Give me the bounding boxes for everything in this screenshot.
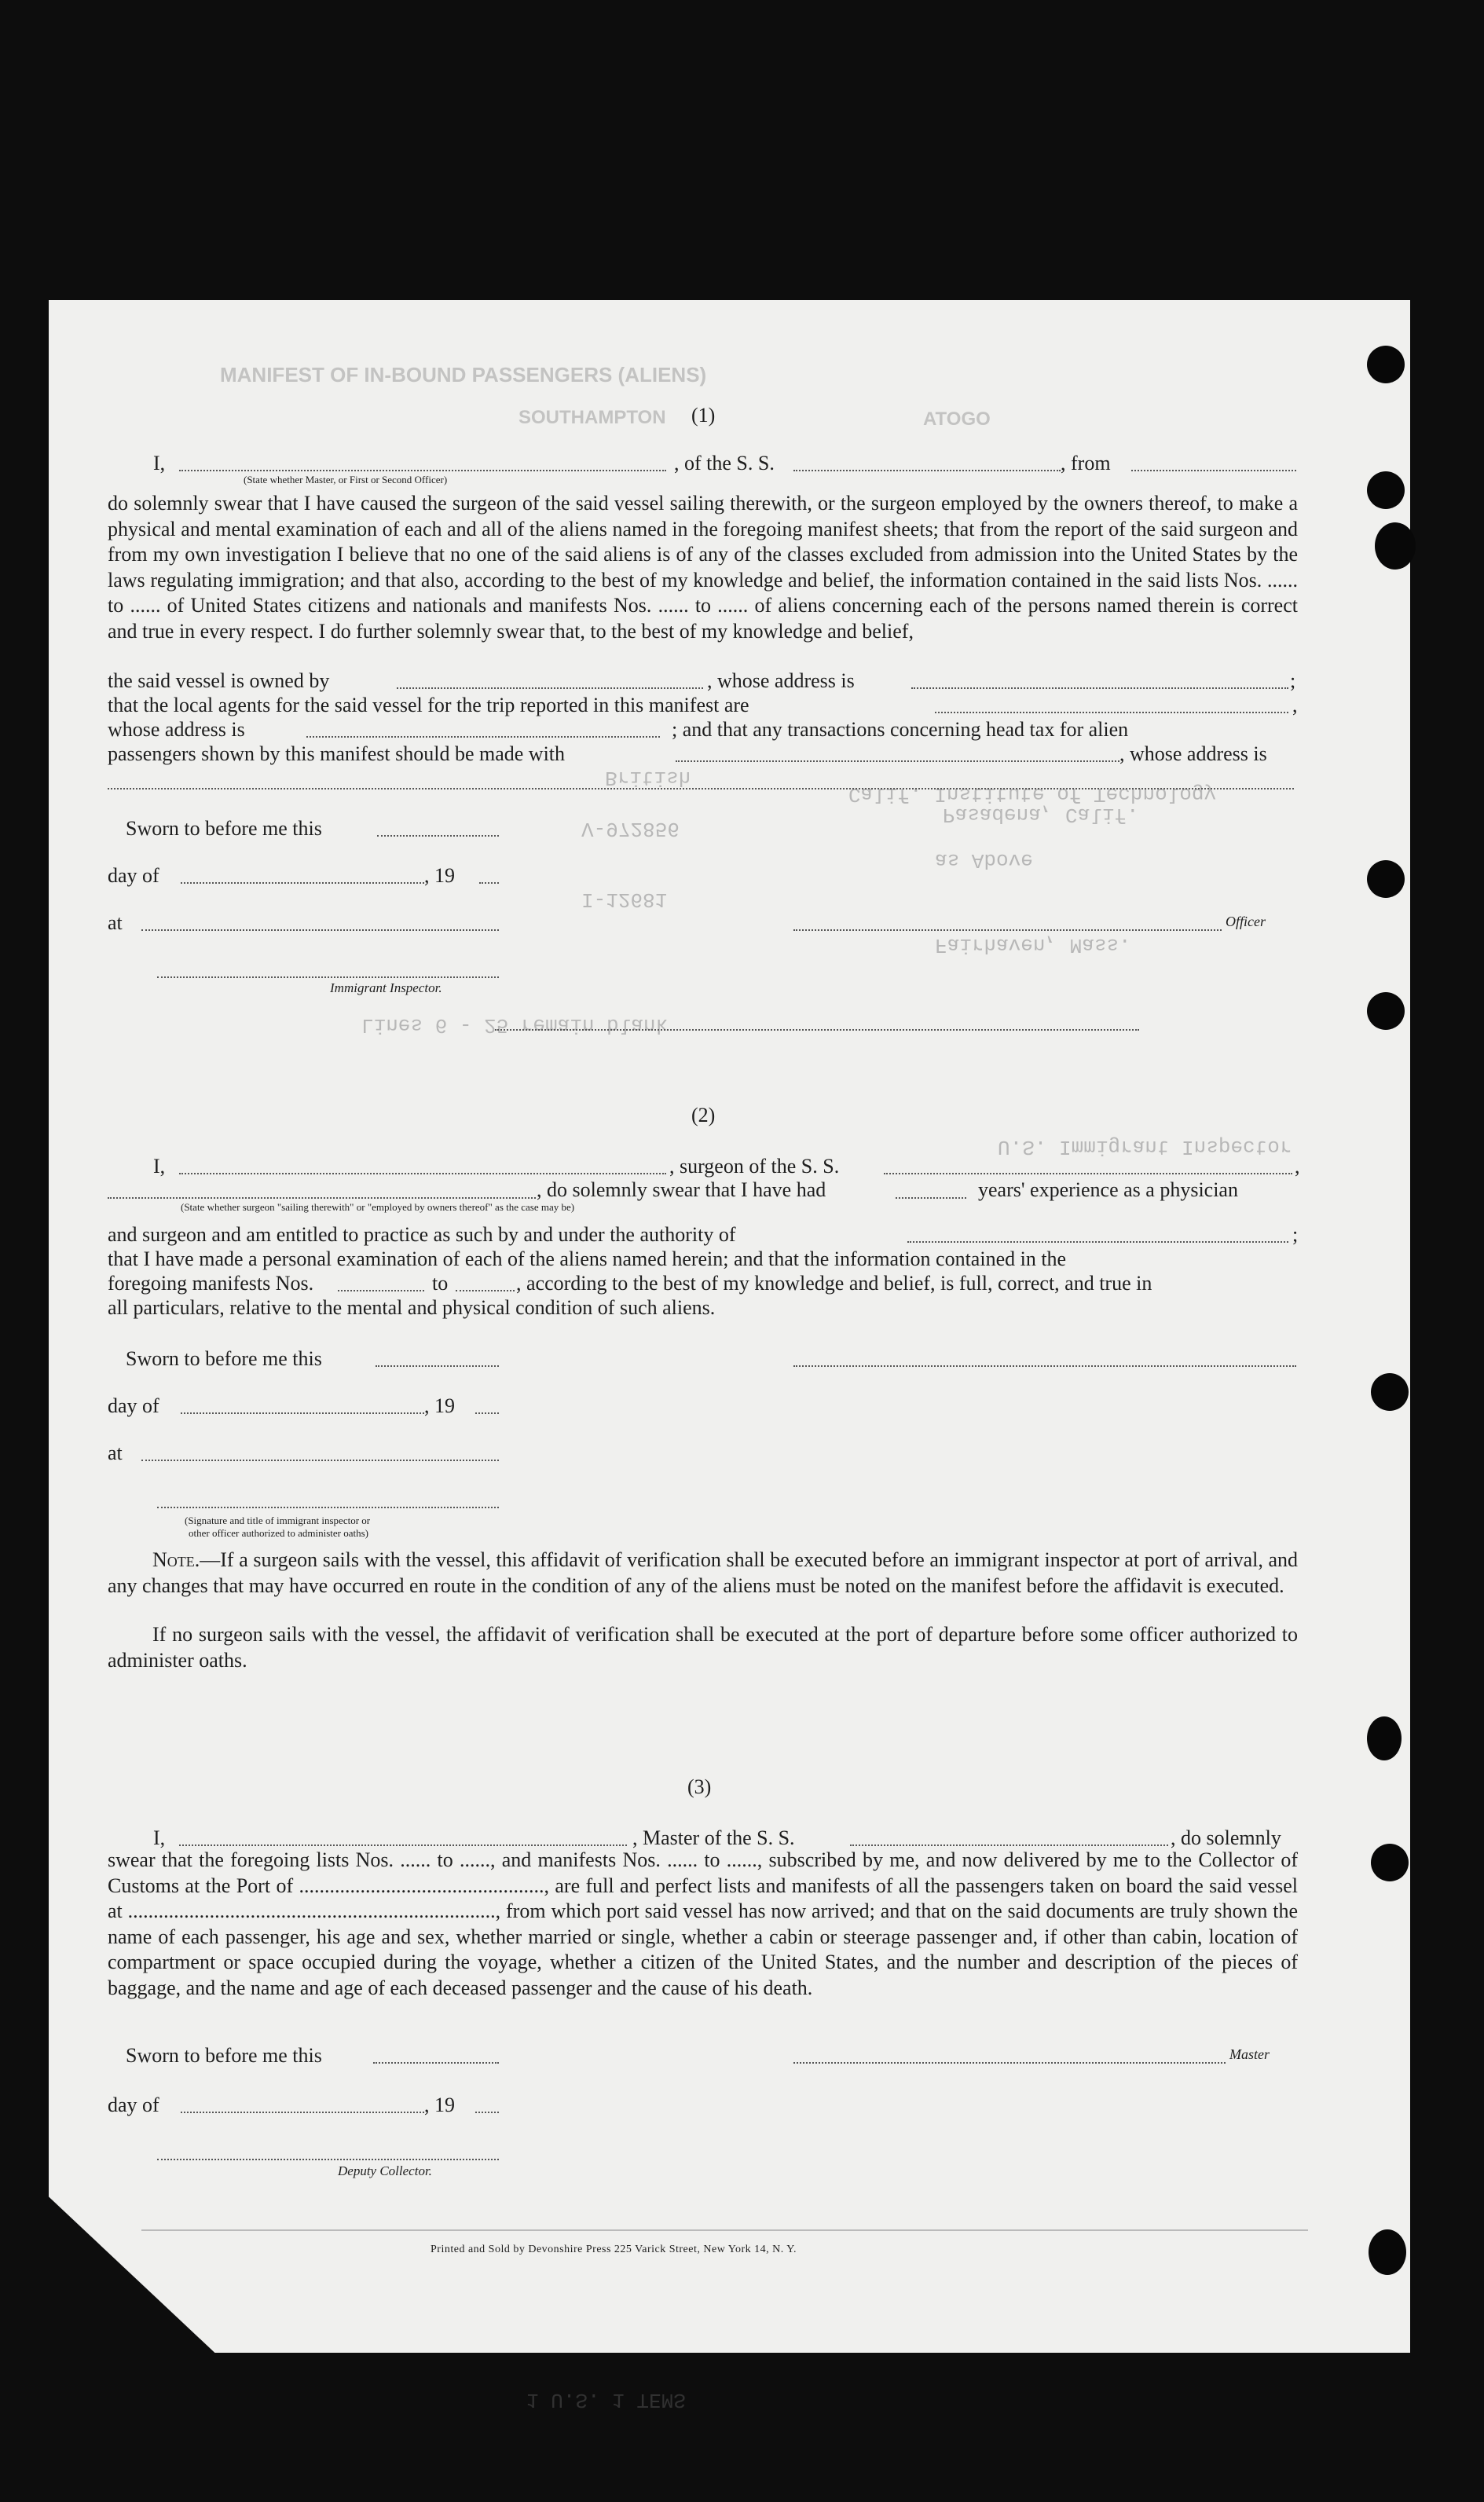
binder-hole bbox=[1371, 1373, 1409, 1411]
blank-line bbox=[141, 915, 499, 931]
blank-line bbox=[397, 673, 703, 689]
day-of-label: day of bbox=[108, 864, 159, 887]
line-i: I, bbox=[153, 452, 166, 474]
officer-note: (State whether Master, or First or Second Officer) bbox=[244, 474, 448, 485]
bleed-text: I-12681 bbox=[581, 888, 668, 911]
sworn-label: Sworn to before me this bbox=[126, 1347, 322, 1370]
blank-line bbox=[141, 1445, 499, 1461]
blank-line bbox=[179, 1830, 627, 1846]
head-tax-label: ; and that any transactions concerning head tax for alien bbox=[672, 718, 1129, 741]
sworn-label: Sworn to before me this bbox=[126, 817, 322, 840]
at-label: at bbox=[108, 1441, 123, 1464]
blank-line bbox=[475, 1398, 499, 1414]
signature-line bbox=[495, 1015, 1139, 1031]
blank-line bbox=[181, 2097, 424, 2113]
solemnly-label: , do solemnly bbox=[1171, 1826, 1281, 1849]
note-paragraph bbox=[108, 1548, 1298, 1599]
blank-line bbox=[850, 1830, 1168, 1846]
blank-line bbox=[373, 2048, 499, 2064]
bleed-text: as Above bbox=[935, 848, 1033, 872]
passengers-label: passengers shown by this manifest should be made with bbox=[108, 742, 566, 765]
blank-line bbox=[108, 774, 1294, 789]
semicolon: ; bbox=[1290, 669, 1296, 692]
bleed-text: British bbox=[605, 766, 691, 789]
year-label: , 19 bbox=[424, 864, 455, 887]
surgeon-label: , surgeon of the S. S. bbox=[669, 1155, 840, 1178]
bleed-text: Calif. Institute of Technology bbox=[848, 782, 1217, 806]
deputy-label: Deputy Collector. bbox=[338, 2163, 432, 2178]
line-i: I, bbox=[153, 1826, 166, 1849]
at-label: at bbox=[108, 911, 123, 934]
from-label: , from bbox=[1061, 452, 1111, 474]
day-of-label: day of bbox=[108, 2094, 159, 2116]
blank-line bbox=[338, 1276, 424, 1291]
whose-address-label: whose address is bbox=[108, 718, 245, 741]
binder-hole bbox=[1371, 1844, 1409, 1881]
binder-hole bbox=[1367, 860, 1405, 898]
signature-line bbox=[157, 1493, 499, 1508]
blank-line bbox=[935, 698, 1288, 713]
signature-line bbox=[793, 915, 1222, 931]
note-paragraph-2: If no surgeon sails with the vessel, the affidavit of verification shall be executed at the port of departure before some officer authorized to administer oaths. bbox=[108, 1623, 1298, 1672]
sig-note: other officer authorized to administer oaths) bbox=[189, 1527, 368, 1539]
blank-line bbox=[181, 868, 424, 884]
blank-line bbox=[793, 456, 1061, 471]
bleed-header: MANIFEST OF IN-BOUND PASSENGERS (ALIENS) bbox=[220, 363, 707, 386]
year-label: , 19 bbox=[424, 2094, 455, 2116]
master-label: , Master of the S. S. bbox=[632, 1826, 795, 1849]
belief-label: , according to the best of my knowledge and belief, is full, correct, and true in bbox=[516, 1272, 1152, 1295]
blank-line bbox=[179, 456, 666, 471]
line-i: I, bbox=[153, 1155, 166, 1178]
years-label: years' experience as a physician bbox=[978, 1178, 1238, 1201]
comma: , bbox=[1295, 1155, 1300, 1178]
bleed-text: V-972856 bbox=[581, 817, 680, 841]
blank-line bbox=[108, 1183, 536, 1199]
manifests-label: foregoing manifests Nos. bbox=[108, 1272, 314, 1295]
bleed-text: Pasadena, Calif. bbox=[943, 803, 1139, 826]
bleed-text: U.S. Immigrant Inspector bbox=[998, 1135, 1292, 1159]
day-of-label: day of bbox=[108, 1394, 159, 1417]
blank-line bbox=[306, 722, 660, 738]
binder-hole bbox=[1375, 522, 1416, 570]
agents-label: that the local agents for the said vessel for the trip reported in this manifest are bbox=[108, 694, 749, 716]
section-number: (3) bbox=[687, 1775, 712, 1798]
blank-line bbox=[676, 746, 1119, 762]
printer-imprint: Printed and Sold by Devonshire Press 225 Varick Street, New York 14, N. Y. bbox=[431, 2244, 797, 2255]
comma: , bbox=[1292, 694, 1298, 716]
signature-line bbox=[793, 1351, 1296, 1367]
sworn-label: Sworn to before me this bbox=[126, 2044, 322, 2067]
officer-label: Officer bbox=[1226, 914, 1266, 929]
bleed-text: 1 U.S. 1 TEMS bbox=[526, 2388, 686, 2412]
bleed-text: Lines 6 - 25 remain blank bbox=[361, 1013, 669, 1037]
binder-hole bbox=[1369, 2229, 1406, 2275]
binder-hole bbox=[1367, 346, 1405, 383]
solemnly-label: , do solemnly swear that I have had bbox=[537, 1178, 826, 1201]
binder-hole bbox=[1367, 471, 1405, 509]
blank-line bbox=[181, 1398, 424, 1414]
state-note: (State whether surgeon "sailing therewith" or "employed by owners thereof" as the case may be) bbox=[181, 1201, 575, 1213]
section-number: (1) bbox=[691, 404, 716, 427]
sig-note: (Signature and title of immigrant inspector or bbox=[185, 1515, 371, 1526]
binder-hole bbox=[1367, 992, 1405, 1030]
note-text: —If a surgeon sails with the vessel, this affidavit of verification shall be executed before an immigrant inspector at port of arrival, and any changes that may have occurred en route in the condition of any of the aliens must be noted on the manifest before the affidavit is executed. bbox=[108, 1548, 1298, 1597]
inspector-label: Immigrant Inspector. bbox=[330, 980, 442, 995]
bleed-header: ATOGO bbox=[923, 408, 991, 430]
whose-address-label: , whose address is bbox=[707, 669, 855, 692]
blank-line bbox=[911, 673, 1288, 689]
to-label: to bbox=[432, 1272, 449, 1295]
section-number: (2) bbox=[691, 1104, 716, 1126]
of-ss-label: , of the S. S. bbox=[674, 452, 775, 474]
whose-address-label: , whose address is bbox=[1119, 742, 1267, 765]
semicolon: ; bbox=[1292, 1223, 1299, 1246]
blank-line bbox=[179, 1159, 666, 1174]
blank-line bbox=[1131, 456, 1296, 471]
bleed-header: SOUTHAMPTON bbox=[518, 407, 666, 428]
blank-line bbox=[456, 1276, 515, 1291]
particulars-line: all particulars, relative to the mental and physical condition of such aliens. bbox=[108, 1296, 716, 1319]
blank-line bbox=[376, 1351, 499, 1367]
master-sign-label: Master bbox=[1229, 2046, 1270, 2062]
blank-line bbox=[377, 821, 499, 837]
signature-line bbox=[157, 962, 499, 978]
bleed-text: Fairhaven, Mass. bbox=[935, 933, 1131, 957]
examination-line: that I have made a personal examination of each of the aliens named herein; and that the information contained in the bbox=[108, 1247, 1067, 1270]
authority-label: and surgeon and am entitled to practice as such by and under the authority of bbox=[108, 1223, 736, 1246]
master-paragraph: swear that the foregoing lists Nos. ...... to ......, and manifests Nos. ...... to ......, subscribed by me, and now delivered by me to the Collector of Customs at the Port of ................................................, are full and perfect lists and manifests of all the passengers taken on board the said vessel at ........................................................................, from which port said vessel has now arrived; and that on the said documents are truly shown the name of each passenger, his age and sex, whether married or single, whether a cabin or steerage passenger and, if other than cabin, location of compartment or space occupied during the voyage, whether a citizen of the United States, and the number and description of the pieces of baggage, and the name and age of each deceased passenger and the cause of his death. bbox=[108, 1848, 1298, 1999]
year-label: , 19 bbox=[424, 1394, 455, 1417]
owned-by-label: the said vessel is owned by bbox=[108, 669, 330, 692]
signature-line bbox=[793, 2048, 1226, 2064]
signature-line bbox=[157, 2145, 499, 2160]
blank-line bbox=[896, 1183, 966, 1199]
blank-line bbox=[907, 1227, 1288, 1243]
oath-paragraph: do solemnly swear that I have caused the surgeon of the said vessel sailing therewith, or the surgeon employed by the owners thereof, to make a physical and mental examination of each and all of the aliens named in the foregoing manifest sheets; that from the report of the said surgeon and from my own investigation I believe that no one of the said aliens is of any of the classes excluded from admission into the United States by the laws regulating immigration; and that also, according to the best of my knowledge and belief, the information contained in the said lists Nos. ...... to ...... of United States citizens and nationals and manifests Nos. ...... to ...... of aliens concerning each of the persons named therein is correct and true in every respect. I do further solemnly swear that, to the best of my knowledge and belief, bbox=[108, 492, 1298, 643]
blank-line bbox=[884, 1159, 1292, 1174]
binder-hole bbox=[1367, 1716, 1402, 1760]
blank-line bbox=[479, 868, 499, 884]
footer-rule bbox=[141, 2229, 1308, 2231]
note-label: Note. bbox=[152, 1548, 200, 1571]
blank-line bbox=[475, 2097, 499, 2113]
